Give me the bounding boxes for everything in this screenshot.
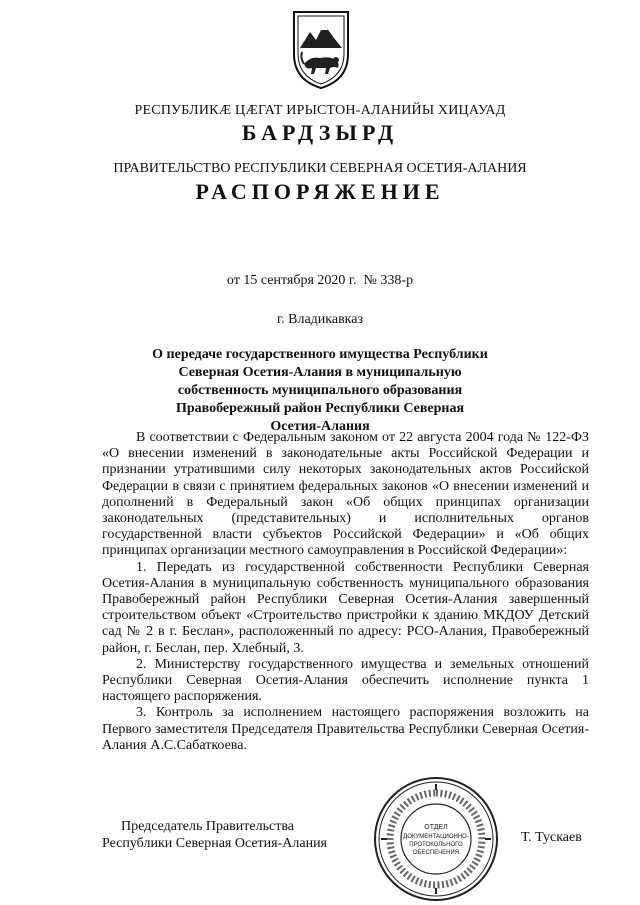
svg-text:ОТДЕЛ: ОТДЕЛ xyxy=(424,824,448,831)
clause-3-paragraph: 3. Контроль за исполнением настоящего распоряжения возложить на Первого заместителя Председателя Правительства Республики Северная Осетия-Алания А.С.Сабаткоева. xyxy=(102,705,589,753)
ossetian-doc-type: БАРДЗЫРД xyxy=(241,120,399,145)
official-stamp-icon xyxy=(372,775,500,903)
svg-text:ОБЕСПЕЧЕНИЯ: ОБЕСПЕЧЕНИЯ xyxy=(412,850,460,856)
ossetian-republic-heading: РЕСПУБЛИКӔ ЦӔГАТ ИРЫСТОН-АЛАНИЙЫ ХИЦАУАД xyxy=(134,103,506,118)
signatory-role-line1: Председатель Правительства xyxy=(121,819,294,834)
clause-1-paragraph: 1. Передать из государственной собственности Республики Северная Осетия-Алания в муниципальную собственность муниципального образования Правобережный район Республики Северная Осетия-Алания завершенный строительством объект «Строительство пристройки к зданию МКДОУ Детский сад № 2 в г. Беслан», расположенный по адресу: РСО-Алания, Правобережный район, г. Беслан, пер. Хлебный, 3. xyxy=(102,559,589,656)
document-body xyxy=(102,430,589,754)
preamble-paragraph: В соответствии с Федеральным законом от 22 августа 2004 года № 122-ФЗ «О внесении изменений в законодательные акты Российской Федерации и признании утратившими силу некоторых законодательных актов Российской Федерации в связи с принятием федеральных законов «О внесении изменений и дополнений в Федеральный закон «Об общих принципах организации законодательных (представительных) и исполнительных органов государственной власти субъектов Российской Федерации» и «Об общих принципах организации местного самоуправления в Российской Федерации»: xyxy=(102,430,589,559)
svg-text:ДОКУМЕНТАЦИОННО-: ДОКУМЕНТАЦИОННО- xyxy=(403,834,469,840)
signatory-role-line2: Республики Северная Осетия-Алания xyxy=(102,836,327,851)
document-title: О передаче государственного имущества Республики Северная Осетия-Алания в муниципальную собственность муниципального образования Правобережный район Республики Северная Осетия-Алания xyxy=(152,347,488,434)
clause-2-paragraph: 2. Министерству государственного имущества и земельных отношений Республики Северная Осетия-Алания обеспечить исполнение пункта 1 настоящего распоряжения. xyxy=(102,656,589,705)
signatory-name: Т. Тускаев xyxy=(521,830,582,845)
doc-type-heading: РАСПОРЯЖЕНИЕ xyxy=(195,179,445,204)
coat-of-arms-icon xyxy=(290,8,352,90)
government-heading: ПРАВИТЕЛЬСТВО РЕСПУБЛИКИ СЕВЕРНАЯ ОСЕТИЯ-АЛАНИЯ xyxy=(113,161,527,176)
city-line: г. Владикавказ xyxy=(276,312,364,327)
svg-text:ПРОТОКОЛЬНОГО: ПРОТОКОЛЬНОГО xyxy=(409,842,463,848)
date-number-line: от 15 сентября 2020 г. № 338-р xyxy=(226,273,414,288)
